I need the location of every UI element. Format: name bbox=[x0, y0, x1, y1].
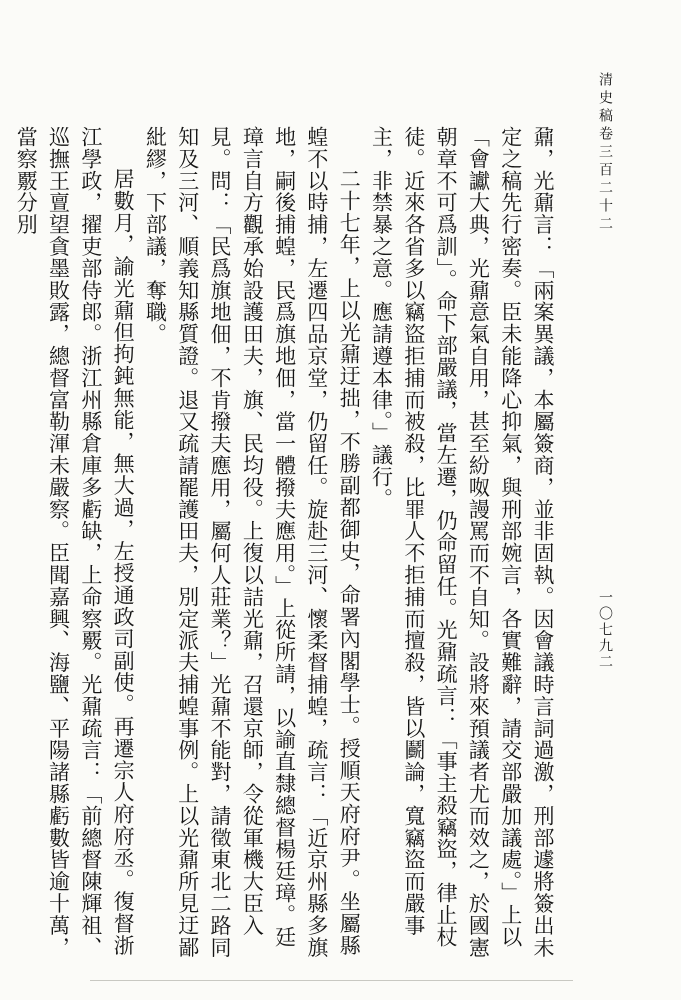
bottom-rule bbox=[90, 980, 573, 981]
page-number: 一〇七九二 bbox=[597, 590, 613, 670]
running-head: 清史稿卷三百二十二 bbox=[597, 72, 613, 234]
main-text bbox=[10, 126, 559, 966]
paragraph: 鼐，光鼐言：「兩案異議，本屬簽商，並非固執。因會議時言詞過激，刑部遽將簽出未定之稿先行密奏。臣未能降心抑氣，與刑部婉言，各實難辭，請交部嚴加議處。」上以「會讞大典，光鼐意氣自用，甚至紛呶謾罵而不自知。設將來預議者尤而效之，於國憲朝章不可爲訓」。命下部嚴議，當左遷，仍命留任。光鼐疏言：「事主殺竊盜，律止杖徒。近來各省多以竊盜拒捕而被殺，比罪人不拒捕而擅殺，皆以鬬論，寬竊盜而嚴事主，非禁暴之意。應請遵本律。」議行。 bbox=[369, 126, 555, 959]
paragraph: 居數月，諭光鼐但拘鈍無能，無大過，左授通政司副使。再遷宗人府府丞。復督浙江學政，擢吏部侍郎。浙江州縣倉庫多虧缺，上命察覈。光鼐疏言：「前總督陳輝祖、巡撫王亶望貪墨敗露，總督富勒渾未嚴察。臣聞嘉興、海鹽、平陽諸縣虧數皆逾十萬，當察覈分別 bbox=[14, 126, 136, 959]
paragraph: 二十七年，上以光鼐迂拙，不勝副都御史，命署內閣學士。授順天府府尹。坐屬縣蝗不以時捕，左遷四品京堂，仍留任。旋赴三河、懷柔督捕蝗，疏言：「近京州縣多旗地，嗣後捕蝗，民爲旗地佃，當一體撥夫應用。」上從所請，以諭直隸總督楊廷璋。廷璋言自方觀承始設護田夫，旗、民均役。上復以詰光鼐，召還京師，令從軍機大臣入見。問：「民爲旗地佃，不肯撥夫應用，屬何人莊業？」光鼐不能對，請徵東北二路同知及三河、順義知縣質證。退又疏請罷護田夫，別定派夫捕蝗事例。上以光鼐所見迂鄙紕繆，下部議，奪職。 bbox=[143, 126, 362, 959]
